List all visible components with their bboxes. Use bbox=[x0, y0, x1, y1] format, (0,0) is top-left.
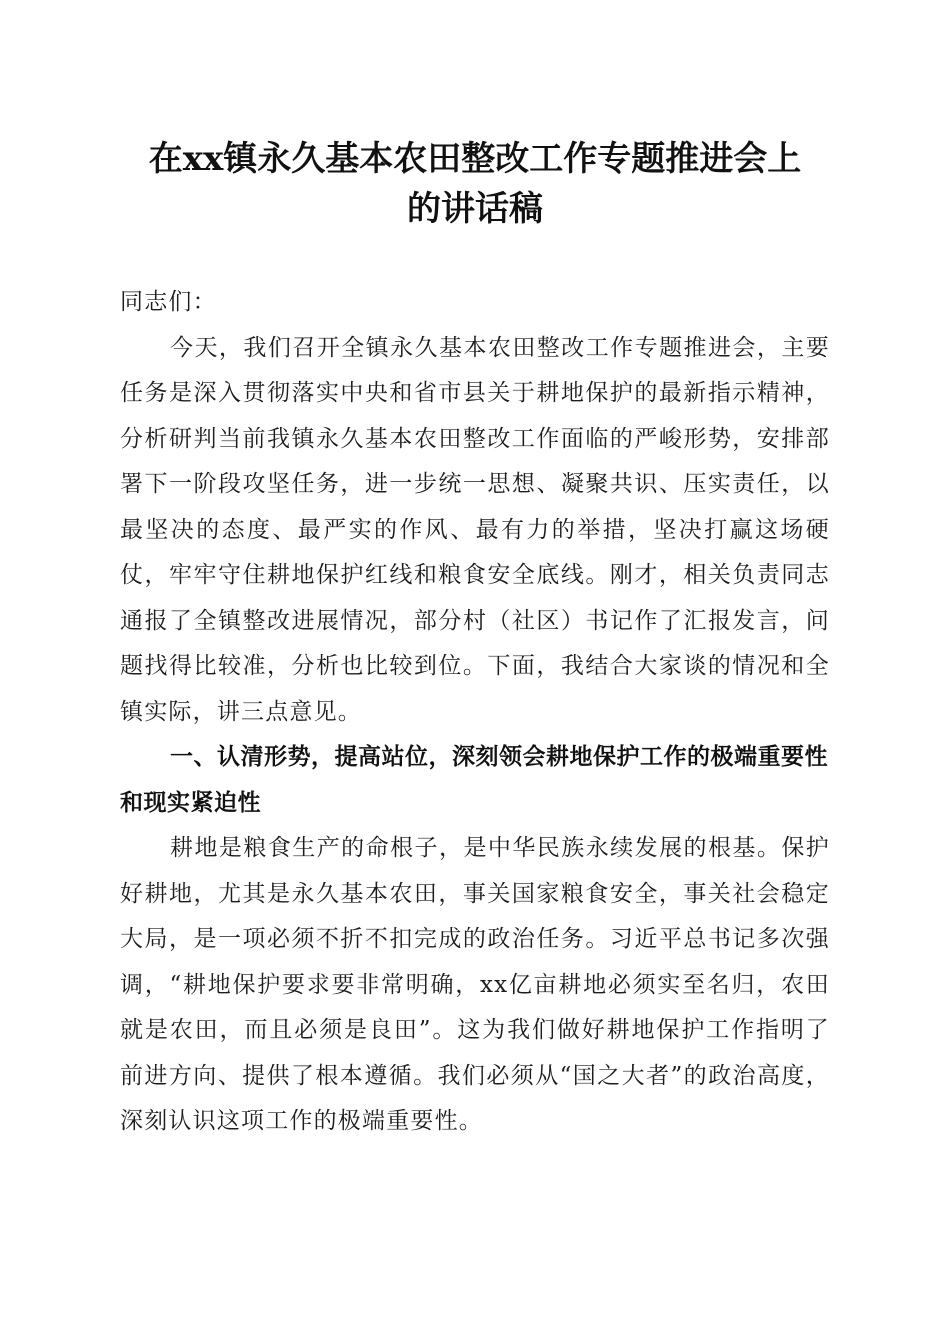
salutation: 同志们： bbox=[120, 289, 217, 315]
title-line-1: 在xx镇永久基本农田整改工作专题推进会上 bbox=[148, 139, 802, 179]
section-heading-1: 一、认清形势，提高站位，深刻领会耕地保护工作的极端重要性和现实紧迫性 bbox=[120, 744, 828, 816]
document-body bbox=[120, 134, 830, 1145]
document-title bbox=[120, 134, 830, 234]
section-1-paragraph: 耕地是粮食生产的命根子，是中华民族永续发展的根基。保护好耕地，尤其是永久基本农田，事关国家粮食安全，事关社会稳定大局，是一项必须不折不扣完成的政治任务。习近平总书记多次强调，“耕地保护要求要非常明确，xx亿亩耕地必须实至名归，农田就是农田，而且必须是良田”。这为我们做好耕地保护工作指明了前进方向、提供了根本遵循。我们必须从“国之大者”的政治高度，深刻认识这项工作的极端重要性。 bbox=[120, 835, 830, 1134]
title-line-2: 的讲话稿 bbox=[407, 189, 543, 229]
opening-paragraph: 今天，我们召开全镇永久基本农田整改工作专题推进会，主要任务是深入贯彻落实中央和省市县关于耕地保护的最新指示精神，分析研判当前我镇永久基本农田整改工作面临的严峻形势，安排部署下一阶段攻坚任务，进一步统一思想、凝聚共识、压实责任，以最坚决的态度、最严实的作风、最有力的举措，坚决打赢这场硬仗，牢牢守住耕地保护红线和粮食安全底线。刚才，相关负责同志通报了全镇整改进展情况，部分村（社区）书记作了汇报发言，问题找得比较准，分析也比较到位。下面，我结合大家谈的情况和全镇实际，讲三点意见。 bbox=[120, 334, 830, 725]
